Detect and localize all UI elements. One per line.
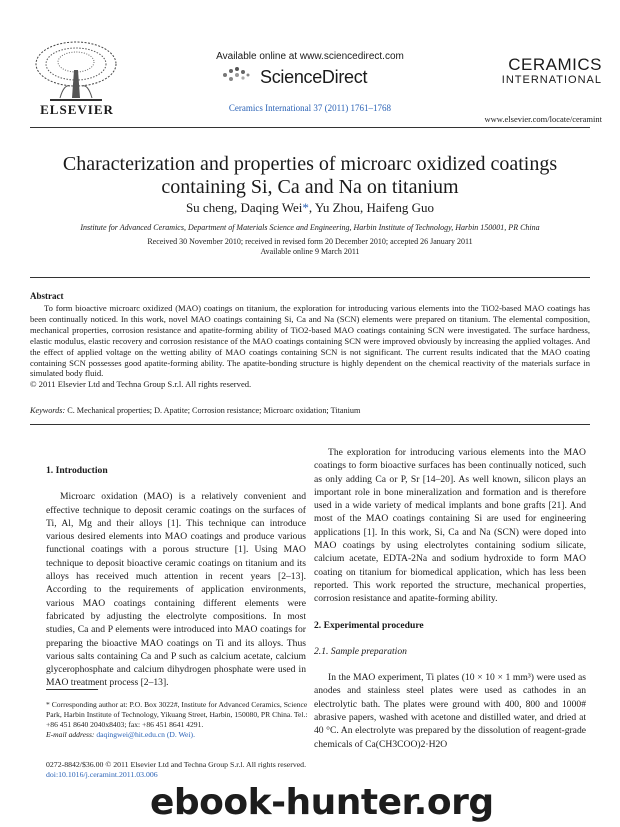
journal-name [462,56,602,87]
publisher-name: ELSEVIER [40,102,114,117]
email-link[interactable]: daqingwei@hit.edu.cn (D. Wei). [96,730,195,739]
keywords-label: Keywords: [30,406,66,415]
abstract-bottom-rule [30,424,590,425]
right-column [314,446,586,751]
article-title: Characterization and properties of microarc oxidized coatings containing Si, Ca and Na on titanium [62,153,558,198]
corresponding-author-marker[interactable]: * [302,200,309,215]
authors-rest: , Yu Zhou, Haifeng Guo [308,200,435,215]
elsevier-tree-logo [30,40,122,102]
section-heading-introduction: 1. Introduction [46,465,108,476]
header-rule [30,127,590,128]
abstract-body [30,303,590,390]
abstract-heading: Abstract [30,291,64,301]
available-date: Available online 9 March 2011 [260,247,360,256]
sciencedirect-logo [222,66,392,88]
footnote-address: * Corresponding author at: P.O. Box 3022#, Institute for Advanced Ceramics, Science Park, Harbin Institute of Technology, Yikuang Street, Harbin, 150080, PR China. Tel.: +86 451 8640 2040x8403; fax: +86 451 8641 4291. [46,700,308,729]
corresponding-author-footnote [46,700,308,740]
article-dates [30,237,590,257]
sample-prep-paragraph: In the MAO experiment, Ti plates (10 × 10 × 1 mm³) were used as anodes and stainless steel plates were used as cathodes in an electrolytic bath. The plates were ground with 400, 800 and 1000# abrasive papers, washed with acetone and distilled water, and dried at 40 °C. An electrolyte was prepared by the dissolution of reagent-grade chemicals of Ca(CH3COO)2·H2O [314,672,586,750]
issn-copyright: 0272-8842/$36.00 © 2011 Elsevier Ltd and Techna Group S.r.l. All rights reserved. [46,760,307,769]
citation-link[interactable]: Ceramics International 37 (2011) 1761–1768 [228,103,392,113]
journal-name-line2: INTERNATIONAL [501,74,602,86]
introduction-paragraph: Microarc oxidation (MAO) is a relatively convenient and effective technique to deposit ceramic coatings on the surfaces of Ti, Al, Mg and their alloys [1]. This technique can introduce various desired elements into MAO coatings and produce various functional coatings with a porous structure [1]. Using MAO technique to deposit bioactive ceramic coatings on titanium and its alloys has received much attention in recent years [2–13]. According to the requirements of application environments, various MAO coatings containing different elements were fabricated by adjusting the electrolyte compositions. In most studies, Ca and P elements were introduced into MAO coatings for preparing the bioactive MAO coatings on Ti and its alloys. Thus various salts containing Ca and P such as calcium acetate, calcium glycerophosphate and calcium dihydrogen phosphate were used in MAO treatment process [2–13]. [46,491,306,689]
abstract-copyright: © 2011 Elsevier Ltd and Techna Group S.r.l. All rights reserved. [30,379,252,390]
doi-link[interactable]: doi:10.1016/j.ceramint.2011.03.006 [46,770,158,779]
affiliation: Institute for Advanced Ceramics, Department of Materials Science and Engineering, Harbin Institute of Technology, Harbin 150001, PR China [80,223,540,232]
sciencedirect-wordmark: ScienceDirect [260,67,368,87]
received-dates: Received 30 November 2010; received in revised form 20 December 2010; accepted 26 January 2011 [147,237,473,246]
available-online-text: Available online at www.sciencedirect.com [216,51,404,62]
email-label: E-mail address: [46,730,95,739]
journal-url[interactable]: www.elsevier.com/locate/ceramint [484,114,602,124]
journal-name-line1: CERAMICS [508,55,602,74]
sciencedirect-dots-icon [222,66,250,89]
section-heading-experimental: 2. Experimental procedure [314,619,424,631]
authors-first: Su cheng, Daqing Wei [185,200,303,215]
left-column [46,464,306,690]
abstract-top-rule [30,277,590,278]
watermark: ebook-hunter.org [150,782,494,823]
exploration-paragraph: The exploration for introducing various elements into the MAO coatings to form bioactive surfaces has been continually noticed, such as only adding Ca or P, Sr [14–20]. As well known, silicon plays an important role in bone mineralization and formation and is therefore used in a wide variety of medical implants and bone grafts [21]. And most of the MAO coatings containing Si are used for engineering applications [1]. In this work, Si, Ca and Na (SCN) were doped into MAO coatings by using electrolytes containing sodium silicate, calcium acetate, EDTA-2Na and sodium hydroxide to form MAO coating on titanium for biomedical application, which has less been reported. This work reported the structure, mechanical properties, corrosion resistance and apatite-forming ability. [314,447,586,605]
author-list [40,200,580,216]
page-footer [46,760,376,780]
subsection-heading-sample-prep: 2.1. Sample preparation [314,645,407,657]
keywords-list: C. Mechanical properties; D. Apatite; Corrosion resistance; Microarc oxidation; Titanium [67,406,361,415]
abstract-text: To form bioactive microarc oxidized (MAO) coatings on titanium, the exploration for introducing various elements into the TiO2-based MAO coatings has been continually noticed. In this work, novel MAO coatings containing Si, Ca and Na (SCN) elements were prepared on titanium. The elemental composition, mechanical properties, corrosion resistance and apatite-forming ability of TiO2-based MAO coatings containing SCN were investigated. The surface hardness, elastic modulus, elastic recovery and corrosion resistance of the MAO coatings containing SCN were improved obviously by increasing the applied voltages. And the effect of applied voltage on the wetting ability of MAO coatings containing SCN is not significant. The current results indicated that the MAO coating containing SCN possesses good apatite-forming ability. The apatite-bonding structure is highly dependent on the chemical reactivity of the materials surface in simulated body fluid. [30,303,590,379]
keywords [30,406,590,415]
footnote-rule [46,689,98,690]
